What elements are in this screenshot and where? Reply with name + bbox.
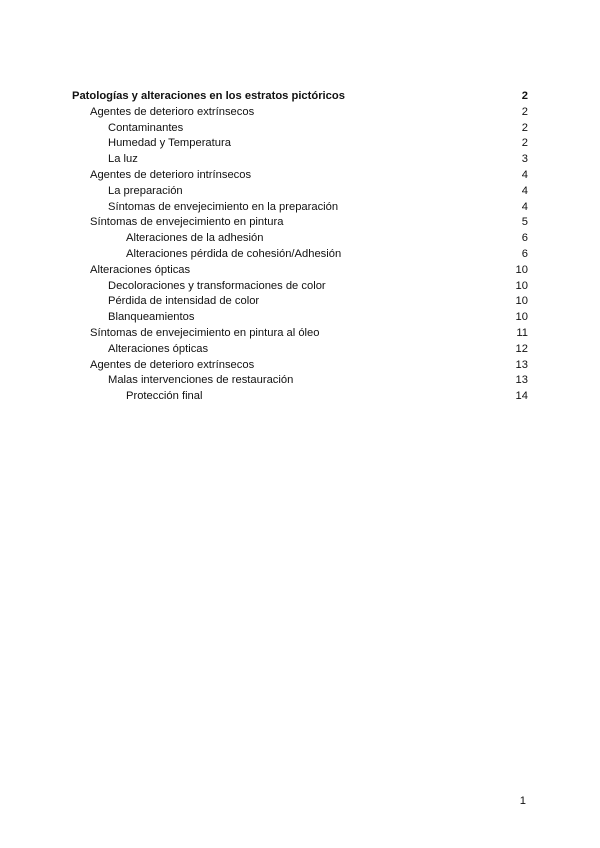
toc-entry-title: Patologías y alteraciones en los estratos pictóricos xyxy=(72,90,345,102)
toc-entry[interactable] xyxy=(72,373,528,389)
toc-entry[interactable] xyxy=(72,310,528,326)
toc-entry[interactable] xyxy=(72,279,528,295)
toc-entry-page: 4 xyxy=(521,168,528,181)
toc-entry-page: 6 xyxy=(521,232,528,245)
toc-entry[interactable] xyxy=(72,105,528,121)
toc-entry-page: 2 xyxy=(521,121,528,134)
toc-entry-page: 4 xyxy=(521,200,528,213)
toc-entry[interactable] xyxy=(72,215,528,231)
toc-entry-title: Alteraciones pérdida de cohesión/Adhesión xyxy=(126,247,342,260)
toc-entry-title: Alteraciones de la adhesión xyxy=(126,232,264,245)
toc-entry[interactable] xyxy=(72,247,528,263)
toc-entry[interactable] xyxy=(72,136,528,152)
toc-entry-page: 10 xyxy=(515,295,528,308)
toc-entry-title: Agentes de deterioro extrínsecos xyxy=(90,105,255,118)
toc-entry-page: 4 xyxy=(521,184,528,197)
toc-entry[interactable] xyxy=(72,89,528,105)
toc-entry-page: 13 xyxy=(515,374,528,387)
toc-entry-page: 2 xyxy=(521,137,528,150)
toc-entry-title: Alteraciones ópticas xyxy=(90,263,191,276)
toc-entry-title: Protección final xyxy=(126,390,203,403)
toc-entry[interactable] xyxy=(72,263,528,279)
toc-entry-title: Síntomas de envejecimiento en pintura al óleo xyxy=(90,326,320,339)
toc-entry-title: Pérdida de intensidad de color xyxy=(108,295,260,308)
toc-entry-page: 14 xyxy=(515,390,528,403)
toc-entry-page: 3 xyxy=(521,153,528,166)
toc-entry-page: 2 xyxy=(521,105,528,118)
toc-entry-page: 10 xyxy=(515,311,528,324)
toc-entry-title: Síntomas de envejecimiento en pintura xyxy=(90,216,284,229)
toc-entry-page: 6 xyxy=(521,247,528,260)
toc-entry-title: Decoloraciones y transformaciones de color xyxy=(108,279,326,292)
toc-entry-page: 11 xyxy=(516,326,528,339)
toc-entry-title: Agentes de deterioro extrínsecos xyxy=(90,358,255,371)
toc-entry[interactable] xyxy=(72,389,528,405)
table-of-contents xyxy=(72,89,528,405)
toc-entry-page: 10 xyxy=(515,279,528,292)
toc-entry[interactable] xyxy=(72,121,528,137)
toc-entry[interactable] xyxy=(72,326,528,342)
toc-entry[interactable] xyxy=(72,152,528,168)
toc-entry-title: Síntomas de envejecimiento en la preparación xyxy=(108,200,339,213)
toc-entry-title: Alteraciones ópticas xyxy=(108,342,209,355)
toc-entry-page: 10 xyxy=(515,263,528,276)
toc-entry[interactable] xyxy=(72,358,528,374)
toc-entry[interactable] xyxy=(72,168,528,184)
toc-entry[interactable] xyxy=(72,294,528,310)
toc-entry[interactable] xyxy=(72,184,528,200)
toc-entry[interactable] xyxy=(72,231,528,247)
toc-entry-title: Agentes de deterioro intrínsecos xyxy=(90,168,252,181)
toc-entry-title: La luz xyxy=(108,153,138,166)
toc-entry-page: 2 xyxy=(521,90,528,102)
toc-entry-title: Humedad y Temperatura xyxy=(108,137,231,150)
toc-entry-page: 5 xyxy=(521,216,528,229)
toc-entry-page: 12 xyxy=(515,342,528,355)
toc-entry-page: 13 xyxy=(515,358,528,371)
toc-entry[interactable] xyxy=(72,200,528,216)
toc-entry-title: La preparación xyxy=(108,184,183,197)
toc-entry-title: Malas intervenciones de restauración xyxy=(108,374,294,387)
toc-entry-title: Contaminantes xyxy=(108,121,184,134)
page-number: 1 xyxy=(519,795,526,807)
toc-entry[interactable] xyxy=(72,342,528,358)
toc-entry-title: Blanqueamientos xyxy=(108,311,195,324)
